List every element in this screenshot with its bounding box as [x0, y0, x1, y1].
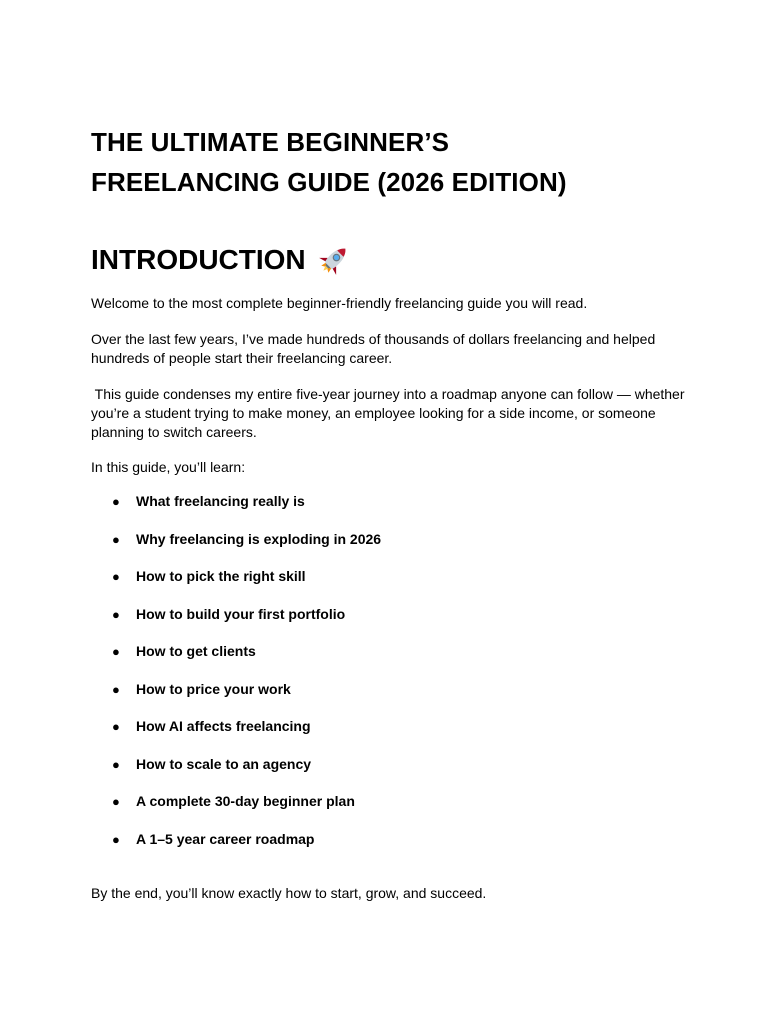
paragraph-line: planning to switch careers. [91, 424, 257, 440]
learn-list-item-text: Why freelancing is exploding in 2026 [136, 530, 382, 547]
bullet-icon: ● [112, 794, 120, 809]
learn-list-item [91, 605, 691, 643]
document-title-line-2: FREELANCING GUIDE (2026 EDITION) [91, 167, 567, 197]
bullet-icon: ● [112, 719, 120, 734]
learn-list-item-text: What freelancing really is [136, 493, 305, 509]
document-title-line-1: THE ULTIMATE BEGINNER’S [91, 127, 450, 157]
bullet-icon: ● [112, 531, 120, 547]
bullet-icon: ● [112, 606, 120, 622]
paragraph-line: hundreds of people start their freelancing career. [91, 350, 393, 366]
bullet-icon: ● [112, 681, 120, 697]
paragraph-closing [91, 884, 691, 903]
learn-list-item [91, 755, 691, 793]
bullet-icon: ● [112, 756, 120, 772]
learn-list-item-text: How AI affects freelancing [136, 718, 311, 734]
learn-list-item [91, 567, 691, 605]
paragraph-line: In this guide, you’ll learn: [91, 459, 246, 475]
learn-list-item [91, 717, 691, 755]
section-heading-text: INTRODUCTION [91, 244, 306, 275]
learn-list-item-text: A 1–5 year career roadmap [136, 830, 315, 847]
document-title [91, 122, 691, 202]
paragraph-welcome [91, 294, 691, 313]
paragraph-condenses [91, 385, 691, 442]
bullet-icon: ● [112, 644, 120, 659]
paragraph-line: you’re a student trying to make money, an employee looking for a side income, or someone [91, 405, 656, 421]
paragraph-learn-intro [91, 458, 691, 477]
paragraph-experience [91, 330, 691, 368]
learn-list-item-text: A complete 30-day beginner plan [136, 793, 355, 809]
rocket-icon [316, 242, 352, 278]
learn-list-item-text: How to price your work [136, 680, 291, 697]
paragraph-line: By the end, you’ll know exactly how to start, grow, and succeed. [91, 885, 487, 901]
learn-list-item [91, 492, 691, 530]
learn-list-item [91, 642, 691, 680]
learn-list-item [91, 530, 691, 568]
paragraph-line: This guide condenses my entire five-year journey into a roadmap anyone can follow — whether [91, 386, 685, 402]
learn-list-item-text: How to get clients [136, 643, 256, 659]
learn-list-item-text: How to build your first portfolio [136, 605, 346, 622]
learn-list-item-text: How to pick the right skill [136, 568, 306, 584]
bullet-icon: ● [112, 494, 120, 509]
paragraph-line: Over the last few years, I’ve made hundreds of thousands of dollars freelancing and helped [91, 331, 656, 347]
learn-list-item-text: How to scale to an agency [136, 755, 312, 772]
section-heading-introduction [91, 240, 352, 280]
bullet-icon: ● [112, 569, 120, 584]
paragraph-line: Welcome to the most complete beginner-friendly freelancing guide you will read. [91, 295, 588, 311]
learn-list-item [91, 792, 691, 830]
learn-list [91, 492, 691, 867]
learn-list-item [91, 680, 691, 718]
bullet-icon: ● [112, 831, 120, 847]
learn-list-item [91, 830, 691, 868]
